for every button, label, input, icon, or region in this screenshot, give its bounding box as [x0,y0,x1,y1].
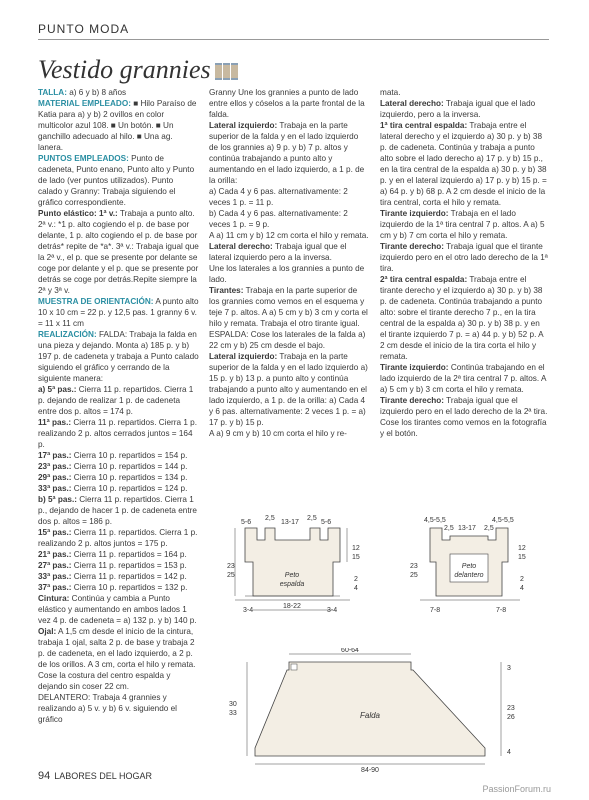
paragraph [38,450,199,461]
paragraph-text: A a) 9 cm y b) 10 cm corta el hilo y re- [209,429,347,438]
paragraph-text: Une los laterales a los grannies a punto de lado. [209,264,365,284]
title-text: Vestido grannies [38,55,211,84]
paragraph [38,98,199,153]
paragraph-text: Trabaja igual que el izquierdo pero en el lado derecho de la 2ª tira. Cose los tirantes como vemos en la fotografía y el botón. [380,396,548,438]
bold-label: 15ª pas.: [38,528,72,537]
back-dim: 2,5 [307,515,317,522]
paragraph-text: A 1,5 cm desde el inicio de la cintura, trabaja 1 ojal, salta 2 p. de base y trabaja 2 p. de cadeneta, en el lado izquierdo, a 2 p. de los orillos. A 3 cm, corta el hilo y remata. [38,627,196,669]
keyword-label: TALLA: [38,88,67,97]
paragraph-text: mata. [380,88,401,97]
paragraph [38,87,199,98]
paragraph [209,241,369,263]
paragraph [380,120,548,208]
paragraph-text: a) 6 y b) 8 años [66,88,127,97]
back-bodice-diagram [215,514,370,624]
paragraph-text: Cierra 11 p. repartidos = 164 p. [71,550,187,559]
back-label-1: Peto [284,572,300,579]
paragraph-text: Trabaja entre el tirante derecho y el izquierdo a) 30 p. y b) 38 p. de cadeneta. Continúa trabajando a punto alto: sobre el tirante derecho 7 p., en la tira central de la espalda a) 30 p. y b) 38 p. y en el tirante izquierdo 7 p. = a) 44 p. y b) 52 p. A 2 cm desde el inicio de la tira corta el hilo y remata. [380,275,544,361]
bold-label: Cintura: [38,594,70,603]
text-column-2 [209,87,369,439]
back-dim: 5-6 [321,519,332,526]
front-dim: 15 [518,554,526,561]
section-header: PUNTO MODA [38,22,549,40]
skirt-dim: 3 [507,665,511,672]
keyword-label: REALIZACIÓN: [38,330,97,339]
paragraph-text: Granny Une los grannies a punto de lado entre ellos y cóselos a la parte frontal de la falda. [209,88,365,119]
bold-label: 1ª tira central espalda: [380,121,468,130]
page-footer [38,770,152,782]
paragraph [38,472,199,483]
paragraph [380,98,548,120]
front-dim: 4,5-5,5 [492,517,514,524]
paragraph-text: A a) 11 cm y b) 12 cm corta el hilo y remata. [209,231,369,240]
paragraph-text: Trabaja igual que el tirante izquierdo pero en el otro lado derecho de la 1ª tira. [380,242,548,273]
bold-label: Lateral derecho: [380,99,444,108]
bold-label: Lateral izquierdo: [209,352,278,361]
paragraph-text: Cierra 11 p. repartidos. Cierra 1 p. realizando 2 p. altos cerrados juntos = 164 p. [38,418,197,449]
paragraph-text: Continúa trabajando en el lado izquierdo de la 2ª tira central 7 p. altos. A a) 5 cm y b) 3 cm corta el hilo y remata. [380,363,546,394]
bold-label: 37ª pas.: [38,583,72,592]
bold-label: 17ª pas.: [38,451,72,460]
bold-label: Tirante derecho: [380,396,445,405]
paragraph-text: Trabaja en la parte superior de la falda y en el lado izquierdo de los grannies a) 9 p. y b) 7 p. altos y continúa trabajando a punto alto y aumentando en el lado izquierdo, a 1 p. de la orilla: [209,121,365,185]
paragraph-text: Cose la costura del centro espalda y dejando sin coser 22 cm. [38,671,171,691]
bold-label: Tirante izquierdo: [380,209,449,218]
front-label-2: delantero [454,572,484,579]
skirt-diagram [225,648,525,773]
paragraph-text: a) Cada 4 y 6 pas. alternativamente: 2 veces 1 p. = 11 p. [209,187,348,207]
paragraph [38,560,199,571]
bold-label: Tirante izquierdo: [380,363,449,372]
back-dim: 25 [227,572,235,579]
back-dim: 3-4 [327,607,338,614]
front-dim: 13-17 [458,525,476,532]
bold-label: Lateral izquierdo: [209,121,278,130]
front-dim: 2,5 [484,525,494,532]
front-dim: 2,5 [444,525,454,532]
paragraph-text: Trabaja igual que el lado izquierdo, pero a la inversa. [380,99,536,119]
front-dim: 12 [518,545,526,552]
paragraph [209,428,369,439]
paragraph [209,208,369,230]
paragraph-text: Cierra 11 p. repartidos = 153 p. [71,561,187,570]
paragraph [38,417,199,450]
paragraph-text: Trabaja igual que el lateral izquierdo pero a la inversa. [209,242,347,262]
paragraph [38,461,199,472]
front-dim: 4,5-5,5 [424,517,446,524]
paragraph [38,626,199,670]
paragraph-text: ESPALDA: Cose los laterales de la falda a) 22 cm y b) 25 cm desde el bajo. [209,330,366,350]
paragraph [38,483,199,494]
paragraph [209,230,369,241]
paragraph-text: Cierra 11 p. repartidos. Cierra 1 p. realizando 2 p. altos juntos = 175 p. [38,528,198,548]
paragraph [380,362,548,395]
bold-label: 11ª pas.: [38,418,72,427]
paragraph-text: Cierra 10 p. repartidos = 144 p. [71,462,188,471]
skirt-label: Falda [359,711,381,720]
front-label-1: Peto [461,563,477,570]
granny-icon [215,57,239,87]
back-dim: 15 [352,554,360,561]
front-dim: 25 [410,572,418,579]
bold-label: Lateral derecho: [209,242,273,251]
paragraph [38,494,199,527]
paragraph-text: ■ Hilo Paraíso de Katia para a) y b) 2 ovillos en color multicolor azul 108. ■ Un botón. ■ Un ganchillo adecuado al hilo. ■ Una ag. lanera. [38,99,197,152]
paragraph [38,593,199,626]
text-column-1 [38,87,199,725]
keyword-label: MUESTRA DE ORIENTACIÓN: [38,297,154,306]
skirt-dim: 33 [229,710,237,717]
back-dim: 2 [354,576,358,583]
skirt-dim: 60-64 [341,648,359,654]
skirt-dim: 4 [507,749,511,756]
front-dim: 7-8 [430,607,441,614]
paragraph [38,384,199,417]
keyword-label: PUNTOS EMPLEADOS: [38,154,129,163]
paragraph-text: A punto alto 10 x 10 cm = 22 p. y 12,5 pas. 1 granny 6 v. = 11 x 11 cm [38,297,199,328]
back-dim: 3-4 [243,607,254,614]
paragraph [380,241,548,274]
paragraph-text: Trabaja a punto alto. 2ª v.: *1 p. alto cogiendo el p. de base por delante, 1 p. alto cogiendo el p. de base por detrás* repite de *a*. 3ª v.: Trabaja igual que la 2ª v., el p. que se presente por delante se coge por delante y el p. que se presente por detrás se coge por detrás.Repite siempre la 2ª y 3ª v. [38,209,199,295]
paragraph-text: Punto de cadeneta, Punto enano, Punto alto y Punto de lado (ver puntos utilizados). Punto calado y Granny: Trabaja siguiendo el gráfico correspondiente. [38,154,195,207]
paragraph [38,329,199,384]
paragraph [38,692,199,725]
front-bodice-diagram [400,514,550,624]
paragraph-text: Trabaja en el lado izquierdo de la 1ª tira central 7 p. altos. A a) 5 cm y b) 7 cm corta el hilo y remata. [380,209,545,240]
paragraph [380,395,548,439]
paragraph [209,120,369,186]
bold-label: Tirante derecho: [380,242,445,251]
bold-label: 29ª pas.: [38,473,72,482]
paragraph [209,285,369,329]
paragraph-text: Cierra 11 p. repartidos. Cierra 1 p. dejando de realizar 1 p. de cadeneta entre dos p. altos = 174 p. [38,385,194,416]
paragraph [209,186,369,208]
paragraph-text: FALDA: Trabaja la falda en una pieza y dejando. Monta a) 185 p. y b) 197 p. de cadeneta y trabaja a Punto calado siguiendo el gráfico y cerrando de la siguiente manera: [38,330,199,383]
paragraph [38,670,199,692]
keyword-label: MATERIAL EMPLEADO: [38,99,131,108]
paragraph-text: Cierra 11 p. repartidos. Cierra 1 p., dejando de hacer 1 p. de cadeneta entre dos p. altos = 186 p. [38,495,197,526]
skirt-dim: 26 [507,714,515,721]
magazine-name: LABORES DEL HOGAR [54,771,152,781]
bold-label: 23ª pas.: [38,462,72,471]
paragraph [38,582,199,593]
bold-label: 33ª pas.: [38,484,72,493]
paragraph [380,87,548,98]
bold-label: Tirantes: [209,286,244,295]
back-dim: 12 [352,545,360,552]
front-dim: 4 [520,585,524,592]
bold-label: 21ª pas.: [38,550,72,559]
paragraph [38,549,199,560]
paragraph-text: DELANTERO: Trabaja 4 grannies y realizando a) 5 v. y b) 6 v. siguiendo el gráfico [38,693,177,724]
bold-label: b) 5ª pas.: [38,495,77,504]
back-dim: 4 [354,585,358,592]
paragraph [209,329,369,351]
page-number: 94 [38,770,51,782]
paragraph [209,351,369,428]
paragraph-text: Trabaja en la parte superior de la falda y en el lado izquierdo a) 15 p. y b) 13 p. a punto alto y continúa trabajando a punto alto y aumentando en el lado izquierdo, a 1 p. de la orilla: a) Cada 4 y 6 pas. alternativamente: 2 veces 1 p. = a) 17 p. y b) 15 p. [209,352,368,427]
paragraph-text: Continúa y cambia a Punto elástico y aumentando en ambos lados 1 vez 4 p. de cadeneta = a) 132 p. y b) 140 p. [38,594,197,625]
paragraph [38,153,199,208]
skirt-dim: 84-90 [361,767,379,773]
bold-label: Punto elástico: 1ª v.: [38,209,118,218]
bold-label: 33ª pas.: [38,572,72,581]
bold-label: 2ª tira central espalda: [380,275,468,284]
bold-label: a) 5ª pas.: [38,385,77,394]
paragraph [209,263,369,285]
watermark: PassionForum.ru [482,784,551,794]
back-dim: 18-22 [283,603,301,610]
paragraph [380,274,548,362]
back-dim: 13-17 [281,519,299,526]
front-dim: 7-8 [496,607,507,614]
paragraph-text: b) Cada 4 y 6 pas. alternativamente: 2 veces 1 p. = 9 p. [209,209,348,229]
back-dim: 5-6 [241,519,252,526]
front-dim: 2 [520,576,524,583]
bold-label: 27ª pas.: [38,561,72,570]
paragraph [38,527,199,549]
paragraph-text: Cierra 10 p. repartidos = 132 p. [71,583,188,592]
paragraph [209,87,369,120]
front-dim: 23 [410,563,418,570]
paragraph-text: Cierra 10 p. repartidos = 124 p. [71,484,188,493]
paragraph-text: Cierra 10 p. repartidos = 134 p. [71,473,188,482]
back-dim: 23 [227,563,235,570]
page-title [38,55,239,87]
paragraph-text: Trabaja en la parte superior de los grannies como vemos en el esquema y teje 7 p. altos. A a) 5 cm y b) 3 cm y corta el hilo y remata. Trabaja el otro tirante igual. [209,286,368,328]
paragraph-text: Cierra 10 p. repartidos = 154 p. [71,451,188,460]
skirt-dim: 23 [507,705,515,712]
paragraph-text: Cierra 11 p. repartidos = 142 p. [71,572,187,581]
paragraph [38,296,199,329]
back-label-2: espalda [279,581,305,588]
paragraph [38,571,199,582]
paragraph-text: Trabaja entre el lateral derecho y el izquierdo a) 30 p. y b) 38 p. de cadeneta. Continúa y trabaja a punto alto sobre el lado derecho a) 17 p. y b) 15 p., en la tira central de la espalda a) 30 p. y b) 38 p. y en el lateral izquierdo a) 17 p. y b) 15 p. = a) 64 p. y b) 68 p. A 2 cm desde el inicio de la tira central, corta el hilo y remata. [380,121,547,207]
paragraph [380,208,548,241]
back-dim: 2,5 [265,515,275,522]
paragraph [38,208,199,296]
text-column-3 [380,87,548,439]
bold-label: Ojal: [38,627,57,636]
skirt-dim: 30 [229,701,237,708]
